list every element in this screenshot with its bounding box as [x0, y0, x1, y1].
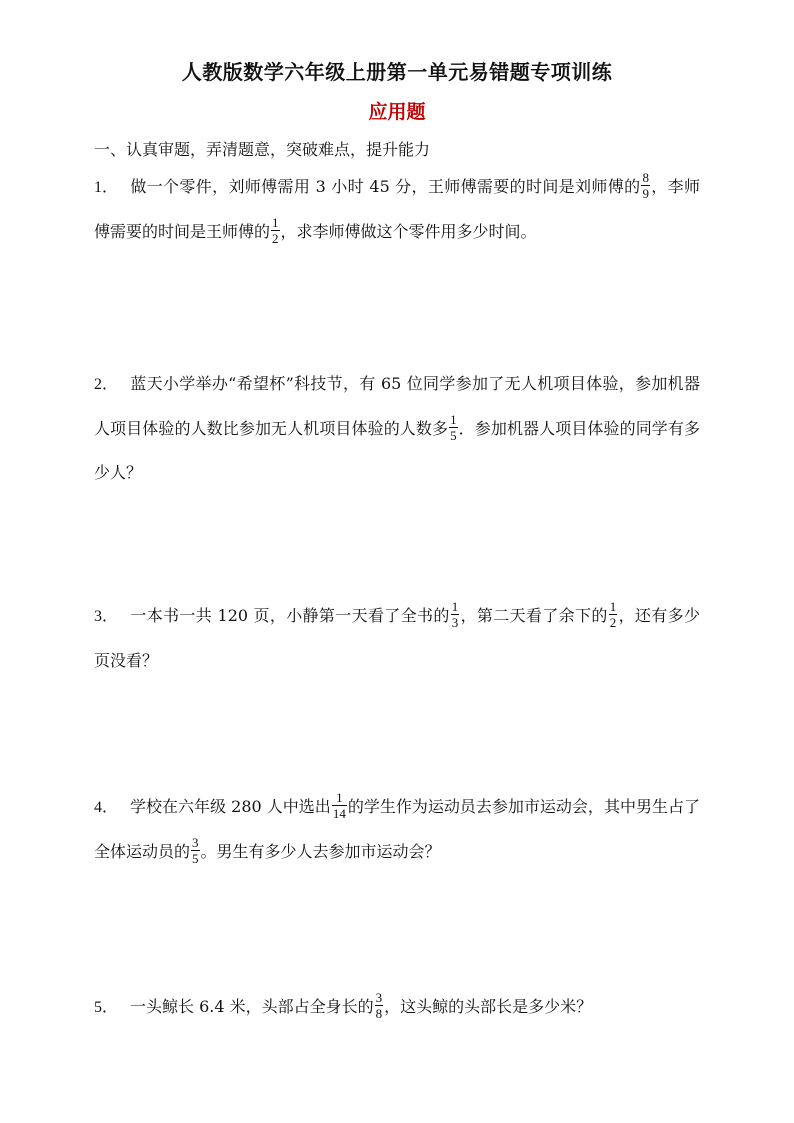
question-text: ．参加机器人项目体验的同学有多少人？: [94, 419, 700, 482]
question-4: [94, 785, 700, 874]
fraction-denominator: 8: [375, 1006, 383, 1021]
question-text: ，还有多少页没看？: [94, 606, 700, 670]
fraction-numerator: 3: [192, 835, 199, 850]
question-number: 5．: [94, 999, 119, 1016]
question-text: ，这头鲸的头部长是多少米？: [384, 997, 593, 1016]
document-subtitle: 应用题: [368, 101, 426, 123]
question-text: 的学生作为运动员去参加市运动会，其中男生占了全体运动员的: [94, 797, 700, 861]
question-number: 2．: [94, 376, 119, 393]
question-2: [94, 362, 700, 495]
fraction-denominator: 3: [451, 615, 459, 630]
question-number: 3．: [94, 608, 119, 625]
fraction-denominator: 2: [609, 615, 617, 630]
fraction-numerator: 8: [642, 170, 649, 185]
question-text: ，李师傅需要的时间是王师傅的: [94, 177, 700, 241]
question-text: 一本书一共 120 页，小静第一天看了全书的: [130, 606, 450, 625]
fraction: [451, 600, 460, 629]
question-text: 做一个零件，刘师傅需用 3 小时 45 分，王师傅需要的时间是刘师傅的: [130, 177, 641, 196]
question-text: ，第二天看了余下的: [460, 606, 608, 625]
fraction: [271, 216, 280, 245]
fraction-numerator: 1: [451, 599, 459, 614]
fraction: [609, 600, 618, 629]
question-text: 学校在六年级 280 人中选出: [130, 797, 331, 816]
question-5: [94, 985, 700, 1030]
fraction-numerator: 1: [450, 412, 457, 427]
fraction-numerator: 1: [272, 215, 279, 230]
fraction: [332, 791, 347, 820]
fraction: [191, 836, 200, 865]
fraction-denominator: 2: [272, 231, 279, 246]
question-text: ，求李师傅做这个零件用多少时间。: [280, 222, 537, 241]
question-text: 一头鲸长 6.4 米，头部占全身长的: [130, 997, 374, 1016]
question-number: 1．: [94, 179, 119, 196]
fraction-denominator: 9: [642, 186, 649, 201]
document-title: 人教版数学六年级上册第一单元易错题专项训练: [181, 60, 613, 84]
question-text: 。男生有多少人去参加市运动会？: [200, 842, 441, 861]
question-number: 4．: [94, 799, 119, 816]
fraction-denominator: 14: [332, 806, 346, 821]
section-heading: 一、认真审题，弄清题意，突破难点，提升能力: [94, 140, 431, 159]
fraction-numerator: 1: [609, 599, 617, 614]
fraction-denominator: 5: [192, 851, 199, 866]
fraction-numerator: 3: [375, 990, 383, 1005]
fraction: [641, 171, 650, 200]
fraction: [375, 991, 384, 1020]
fraction: [449, 413, 458, 442]
question-text: 蓝天小学举办“希望杯”科技节，有 65 位同学参加了无人机项目体验，参加机器人项目体验的人数比参加无人机项目体验的人数多: [94, 374, 700, 438]
question-1: [94, 165, 700, 254]
fraction-numerator: 1: [332, 791, 347, 806]
question-3: [94, 594, 700, 683]
fraction-denominator: 5: [450, 428, 457, 443]
